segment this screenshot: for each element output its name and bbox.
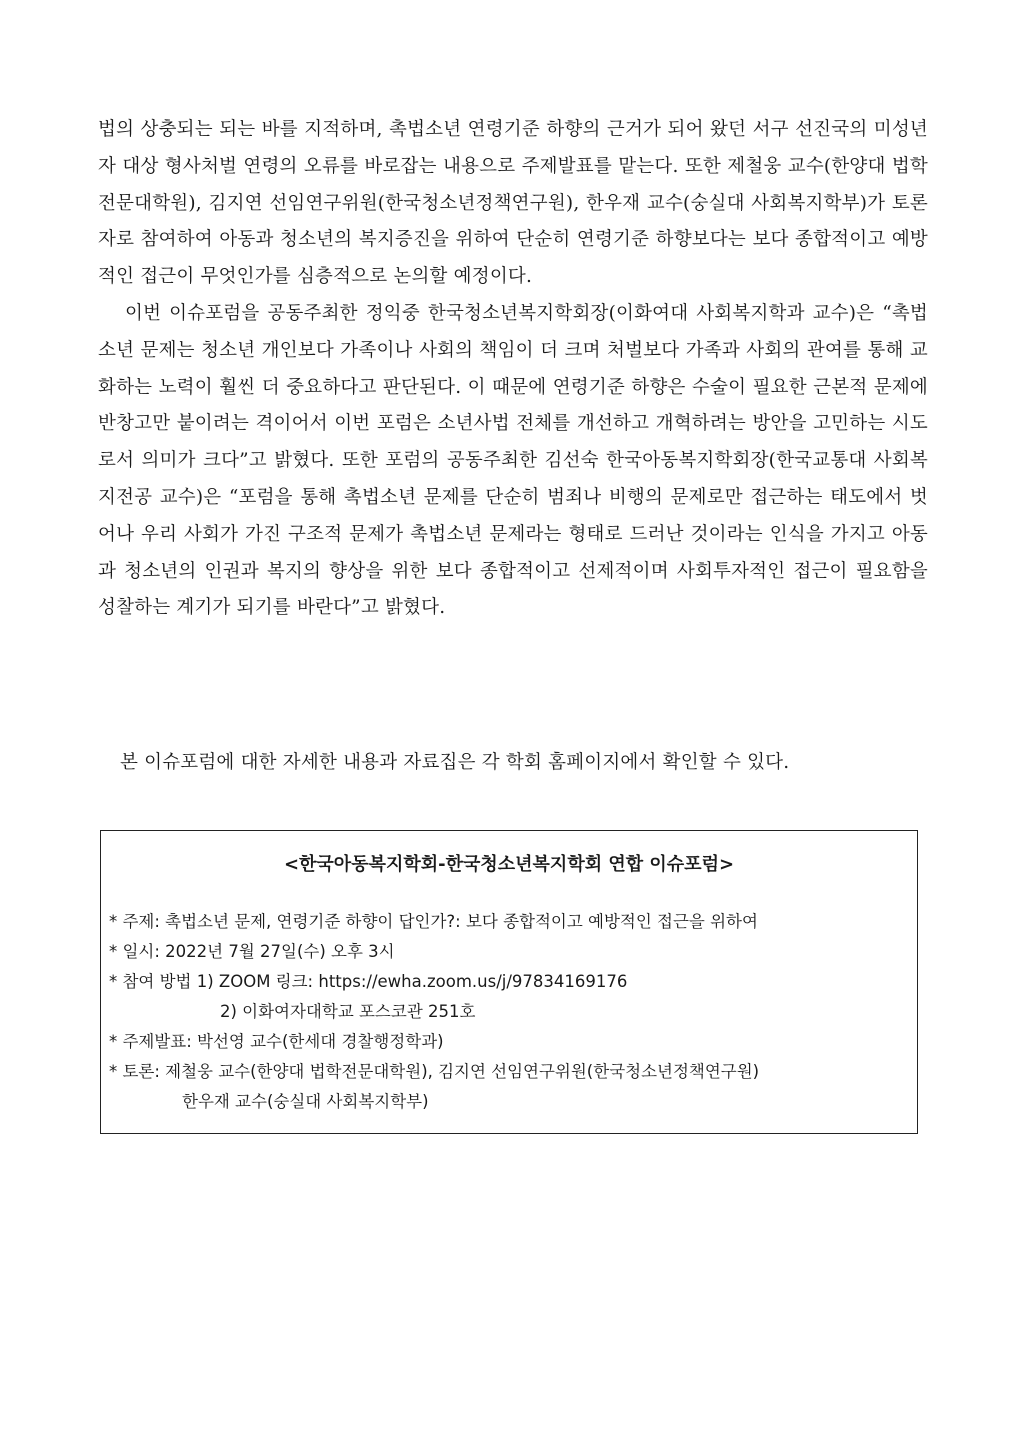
forum-info-title: <한국아동복지학회-한국청소년복지학회 연합 이슈포럼> [283, 854, 735, 875]
article-body [98, 112, 928, 627]
forum-presenter: * 주제발표: 박선영 교수(한세대 경찰행정학과) [109, 1032, 444, 1051]
closing-paragraph: 본 이슈포럼에 대한 자세한 내용과 자료집은 각 학회 홈페이지에서 확인할 수 있다. [120, 752, 790, 773]
forum-method-venue: 2) 이화여자대학교 포스코관 251호 [220, 1002, 476, 1021]
forum-method-zoom: * 참여 방법 1) ZOOM 링크: https://ewha.zoom.us/j/97834169176 [109, 972, 628, 991]
forum-info-box [100, 830, 918, 1134]
forum-topic: * 주제: 촉법소년 문제, 연령기준 하향이 답인가?: 보다 종합적이고 예방적인 접근을 위하여 [109, 912, 758, 931]
paragraph-1: 법의 상충되는 되는 바를 지적하며, 촉법소년 연령기준 하향의 근거가 되어 왔던 서구 선진국의 미성년자 대상 형사처벌 연령의 오류를 바로잡는 내용으로 주제발표를 맡는다. 또한 제철웅 교수(한양대 법학전문대학원), 김지연 선임연구위원(한국청소년정책연구원), 한우재 교수(숭실대 사회복지학부)가 토론자로 참여하여 아동과 청소년의 복지증진을 위하여 단순히 연령기준 하향보다는 보다 종합적이고 예방적인 접근이 무엇인가를 심층적으로 논의할 예정이다. [98, 119, 928, 288]
paragraph-2: 이번 이슈포럼을 공동주최한 정익중 한국청소년복지학회장(이화여대 사회복지학과 교수)은 “촉법소년 문제는 청소년 개인보다 가족이나 사회의 책임이 더 크며 처벌보다 가족과 사회의 관여를 통해 교화하는 노력이 훨씬 더 중요하다고 판단된다. 이 때문에 연령기준 하향은 수술이 필요한 근본적 문제에 반창고만 붙이려는 격이어서 이번 포럼은 소년사법 전체를 개선하고 개혁하려는 방안을 고민하는 시도로서 의미가 크다”고 밝혔다. 또한 포럼의 공동주최한 김선숙 한국아동복지학회장(한국교통대 사회복지전공 교수)은 “포럼을 통해 촉법소년 문제를 단순히 범죄나 비행의 문제로만 접근하는 태도에서 벗어나 우리 사회가 가진 구조적 문제가 촉법소년 문제라는 형태로 드러난 것이라는 인식을 가지고 아동과 청소년의 인권과 복지의 향상을 위한 보다 종합적이고 선제적이며 사회투자적인 접근이 필요함을 성찰하는 계기가 되기를 바란다”고 밝혔다. [98, 302, 928, 619]
forum-discussant-extra: 한우재 교수(숭실대 사회복지학부) [182, 1092, 429, 1111]
forum-datetime: * 일시: 2022년 7월 27일(수) 오후 3시 [109, 942, 395, 961]
forum-info-list [109, 907, 909, 1117]
closing-note [98, 745, 928, 782]
forum-discussants: * 토론: 제철웅 교수(한양대 법학전문대학원), 김지연 선임연구위원(한국청소년정책연구원) [109, 1062, 760, 1081]
